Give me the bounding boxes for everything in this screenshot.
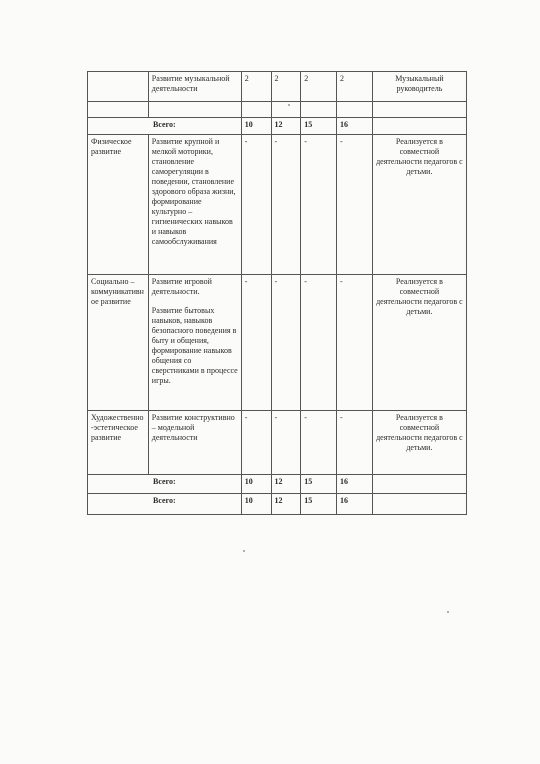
table-row-empty xyxy=(88,102,467,118)
total-value: 16 xyxy=(337,118,373,135)
empty-cell xyxy=(372,475,466,494)
total-value: 16 xyxy=(337,475,373,494)
total-value: 15 xyxy=(301,494,337,515)
scan-speck xyxy=(447,611,449,613)
area-cell: Художественно -эстетическое развитие xyxy=(88,411,149,475)
activity-paragraph: Развитие бытовых навыков, навыков безопасного поведения в быту и общения, формирование навыков общения со сверстниками в процессе игры. xyxy=(151,306,238,385)
area-cell-empty xyxy=(88,72,149,102)
activity-cell: Развитие музыкальной деятельности xyxy=(148,72,241,102)
value-cell: - xyxy=(301,135,337,275)
value-cell: - xyxy=(337,135,373,275)
value-cell: - xyxy=(241,411,271,475)
area-cell: Социально – коммуникативн ое развитие xyxy=(88,275,149,411)
empty-cell xyxy=(372,494,466,515)
empty-cell xyxy=(88,102,149,118)
value-cell: - xyxy=(271,411,301,475)
empty-cell xyxy=(372,102,466,118)
table-row-physical xyxy=(88,135,467,275)
curriculum-table xyxy=(87,71,467,515)
total-value: 12 xyxy=(271,475,301,494)
value-cell: - xyxy=(301,275,337,411)
value-cell: 2 xyxy=(301,72,337,102)
value-cell: 2 xyxy=(337,72,373,102)
value-cell: - xyxy=(337,275,373,411)
total-value: 15 xyxy=(301,475,337,494)
note-cell: Реализуется в совместной деятельности педагогов с детьми. xyxy=(372,411,466,475)
activity-cell xyxy=(148,275,241,411)
empty-cell xyxy=(372,118,466,135)
value-cell: - xyxy=(271,275,301,411)
value-cell: - xyxy=(241,135,271,275)
value-cell: 2 xyxy=(241,72,271,102)
table-row-total xyxy=(88,118,467,135)
scan-speck xyxy=(243,550,245,552)
value-cell: - xyxy=(337,411,373,475)
scan-speck xyxy=(288,104,290,106)
table-row-social xyxy=(88,275,467,411)
total-value: 10 xyxy=(241,475,271,494)
table-row-total xyxy=(88,494,467,515)
activity-cell: Развитие конструктивно – модельной деятельности xyxy=(148,411,241,475)
activity-cell: Развитие крупной и мелкой моторики, становление саморегуляции в поведении, становление здорового образа жизни, формирование культурно – гигиенических навыков и навыков самообслуживания xyxy=(148,135,241,275)
note-cell: Музыкальный руководитель xyxy=(372,72,466,102)
total-value: 10 xyxy=(241,494,271,515)
table-row-artistic xyxy=(88,411,467,475)
empty-cell xyxy=(301,102,337,118)
value-cell: - xyxy=(241,275,271,411)
empty-cell xyxy=(241,102,271,118)
total-value: 16 xyxy=(337,494,373,515)
note-cell: Реализуется в совместной деятельности педагогов с детьми. xyxy=(372,135,466,275)
value-cell: - xyxy=(271,135,301,275)
total-value: 12 xyxy=(271,494,301,515)
area-cell: Физическое развитие xyxy=(88,135,149,275)
total-label: Всего: xyxy=(88,494,242,515)
table-row-total xyxy=(88,475,467,494)
total-label: Всего: xyxy=(88,118,242,135)
table-row-music xyxy=(88,72,467,102)
empty-cell xyxy=(148,102,241,118)
total-value: 15 xyxy=(301,118,337,135)
note-cell: Реализуется в совместной деятельности педагогов с детьми. xyxy=(372,275,466,411)
empty-cell xyxy=(271,102,301,118)
total-value: 10 xyxy=(241,118,271,135)
total-value: 12 xyxy=(271,118,301,135)
value-cell: 2 xyxy=(271,72,301,102)
value-cell: - xyxy=(301,411,337,475)
empty-cell xyxy=(337,102,373,118)
activity-paragraph: Развитие игровой деятельности. xyxy=(151,277,212,296)
total-label: Всего: xyxy=(88,475,242,494)
